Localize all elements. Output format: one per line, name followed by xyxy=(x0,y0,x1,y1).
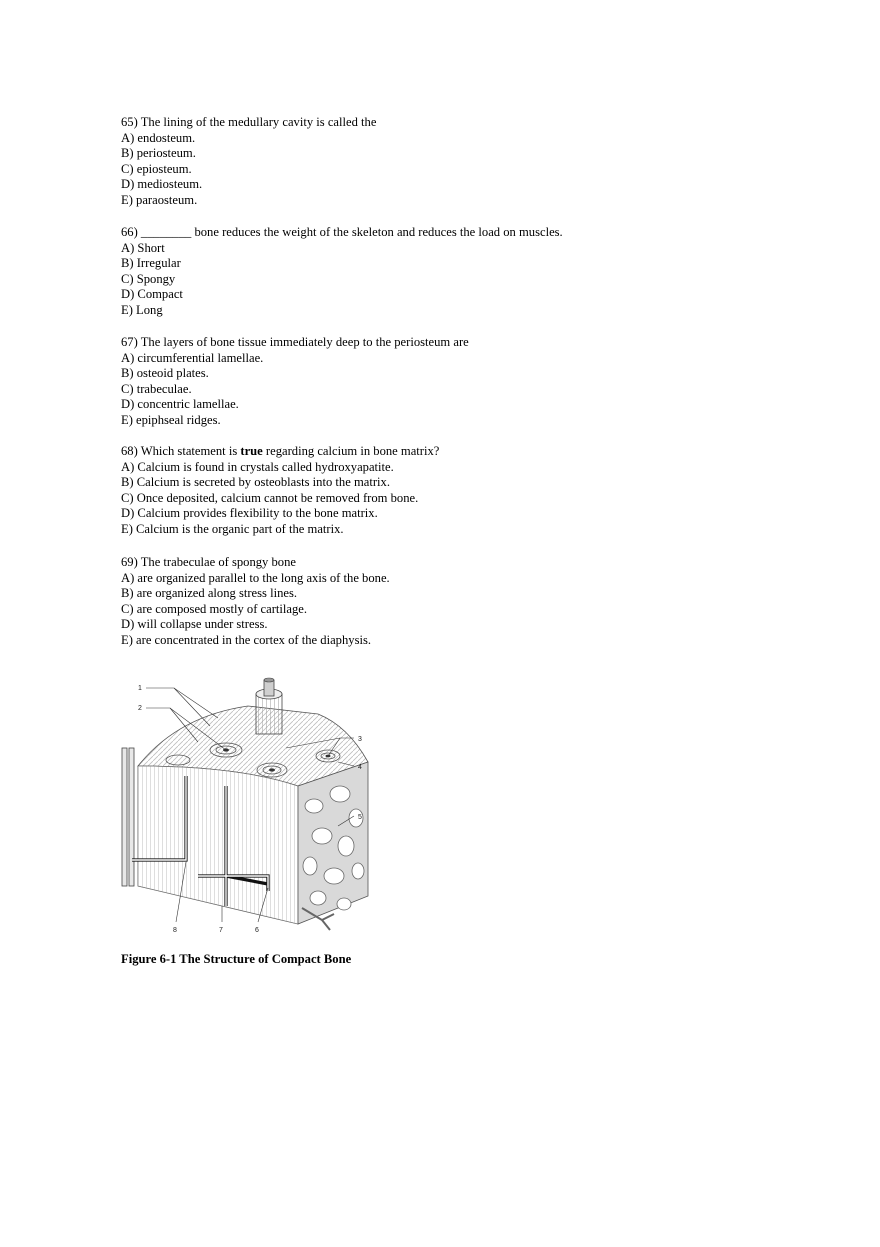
answer-option-e: E) Calcium is the organic part of the matrix. xyxy=(121,521,344,536)
answer-option-d: D) Compact xyxy=(121,287,183,302)
answer-option-b: B) Irregular xyxy=(121,256,181,271)
answer-option-a: A) circumferential lamellae. xyxy=(121,350,264,365)
answer-option-c: C) epiosteum. xyxy=(121,161,192,176)
answer-option-a: A) Short xyxy=(121,240,165,255)
question-stem xyxy=(121,444,801,460)
stem-text-before: 68) Which statement is xyxy=(121,444,241,458)
compact-bone-figure xyxy=(118,676,388,936)
question-stem: 66) ________ bone reduces the weight of the skeleton and reduces the load on muscles. xyxy=(121,225,563,239)
answer-option-d: D) will collapse under stress. xyxy=(121,617,268,632)
callout-2: 2 xyxy=(138,705,142,712)
compact-bone-illustration xyxy=(118,676,388,936)
answer-option-d: D) mediosteum. xyxy=(121,177,203,192)
question-65 xyxy=(121,115,801,209)
figure-caption: Figure 6-1 The Structure of Compact Bone xyxy=(121,952,352,966)
answer-option-e: E) paraosteum. xyxy=(121,192,198,207)
callout-6: 6 xyxy=(255,927,259,934)
question-stem: 67) The layers of bone tissue immediately deep to the periosteum are xyxy=(121,335,469,349)
answer-option-c: C) Once deposited, calcium cannot be removed from bone. xyxy=(121,490,419,505)
stem-emphasis: true xyxy=(240,444,263,458)
question-66 xyxy=(121,225,801,319)
callout-4: 4 xyxy=(358,764,362,771)
answer-option-c: C) trabeculae. xyxy=(121,381,192,396)
question-stem: 69) The trabeculae of spongy bone xyxy=(121,555,296,569)
answer-option-b: B) periosteum. xyxy=(121,146,196,161)
callout-3: 3 xyxy=(358,736,362,743)
answer-option-a: A) endosteum. xyxy=(121,130,196,145)
question-69 xyxy=(121,555,801,649)
stem-text-after: regarding calcium in bone matrix? xyxy=(262,444,440,458)
answer-option-a: A) Calcium is found in crystals called hydroxyapatite. xyxy=(121,459,394,474)
answer-option-d: D) Calcium provides flexibility to the bone matrix. xyxy=(121,506,378,521)
callout-1: 1 xyxy=(138,685,142,692)
callout-8: 8 xyxy=(173,927,177,934)
answer-option-b: B) Calcium is secreted by osteoblasts into the matrix. xyxy=(121,475,390,490)
callout-5: 5 xyxy=(358,814,362,821)
answer-option-b: B) osteoid plates. xyxy=(121,366,209,381)
question-68 xyxy=(121,444,801,538)
answer-option-d: D) concentric lamellae. xyxy=(121,397,239,412)
question-stem: 65) The lining of the medullary cavity is called the xyxy=(121,115,377,129)
question-67 xyxy=(121,335,801,429)
answer-option-c: C) are composed mostly of cartilage. xyxy=(121,601,308,616)
answer-option-c: C) Spongy xyxy=(121,271,176,286)
callout-7: 7 xyxy=(219,927,223,934)
answer-option-e: E) epiphseal ridges. xyxy=(121,412,221,427)
answer-option-e: E) are concentrated in the cortex of the diaphysis. xyxy=(121,632,372,647)
answer-option-e: E) Long xyxy=(121,302,163,317)
answer-option-a: A) are organized parallel to the long axis of the bone. xyxy=(121,570,390,585)
answer-option-b: B) are organized along stress lines. xyxy=(121,586,298,601)
